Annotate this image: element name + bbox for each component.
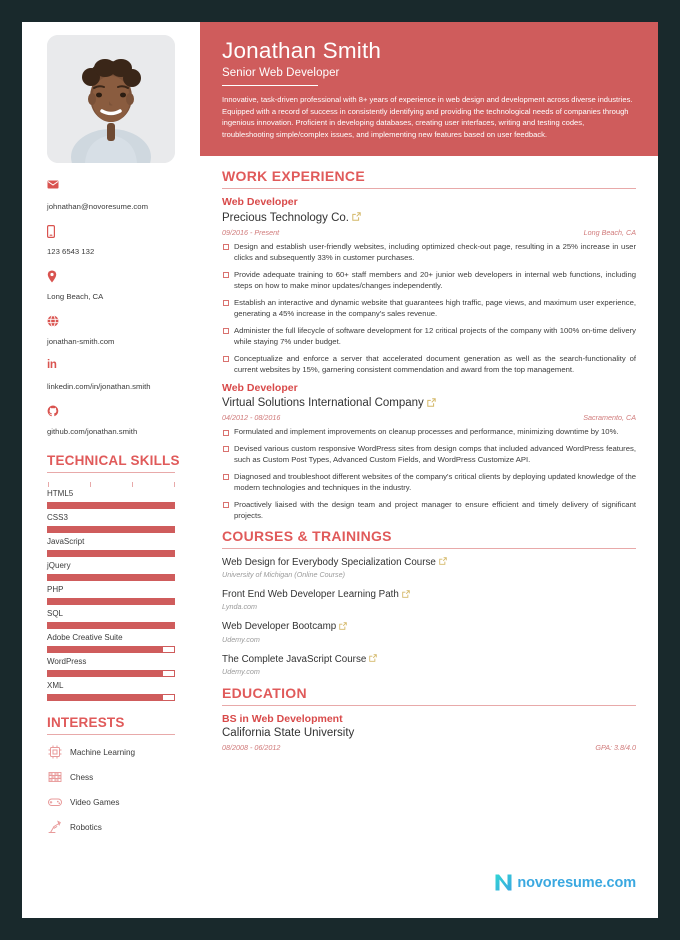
skill-bar xyxy=(47,526,175,533)
job-title: Web Developer xyxy=(222,382,298,394)
contact-value-github: github.com/jonathan.smith xyxy=(47,427,138,436)
skill-item xyxy=(47,633,200,653)
contact-value-email: johnathan@novoresume.com xyxy=(47,202,149,211)
skill-label: XML xyxy=(47,681,64,690)
skill-bar xyxy=(47,502,175,509)
skill-item xyxy=(47,537,200,557)
job-company-row xyxy=(222,210,636,226)
candidate-role: Senior Web Developer xyxy=(222,66,340,79)
external-link-icon[interactable] xyxy=(352,210,361,225)
contact-value-website: jonathan-smith.com xyxy=(47,337,115,346)
candidate-name: Jonathan Smith xyxy=(222,38,382,63)
skills-heading: TECHNICAL SKILLS xyxy=(47,453,180,468)
skills-scale-ticks xyxy=(47,482,175,487)
course-title: Web Developer Bootcamp xyxy=(222,621,337,633)
skill-item xyxy=(47,561,200,581)
courses-heading: COURSES & TRAININGS xyxy=(222,527,392,544)
interest-label: Robotics xyxy=(70,822,102,832)
skill-item xyxy=(47,609,200,629)
skill-item xyxy=(47,489,200,509)
work-divider xyxy=(222,188,636,189)
education-entry xyxy=(222,713,636,752)
contact-item-github[interactable] xyxy=(47,405,200,439)
interest-item xyxy=(47,819,200,835)
job-entry xyxy=(222,382,636,522)
job-bullet: Proactively liaised with the design team and project manager to ensure efficient and timely delivery of significant projects. xyxy=(222,499,636,522)
interests-list xyxy=(47,744,200,835)
skill-item xyxy=(47,585,200,605)
skill-bar xyxy=(47,598,175,605)
education-heading: EDUCATION xyxy=(222,684,307,701)
course-source: University of Michigan (Online Course) xyxy=(222,570,346,580)
resume-page xyxy=(22,22,658,918)
course-source: Udemy.com xyxy=(222,666,260,676)
skill-label: SQL xyxy=(47,609,64,618)
skill-bar xyxy=(47,646,175,653)
education-gpa: GPA: 3.8/4.0 xyxy=(595,742,636,752)
education-meta xyxy=(222,743,636,752)
external-link-icon[interactable] xyxy=(402,588,410,600)
robot-arm-icon xyxy=(47,819,63,835)
job-bullet: Design and establish user-friendly websites, including optimized check-out page, resulting in a 25% increase in user clicks and subsequently 33% in customer purchases. xyxy=(222,241,636,264)
course-title-row xyxy=(222,588,636,601)
interests-heading: INTERESTS xyxy=(47,715,125,730)
interest-item xyxy=(47,744,200,760)
contact-item-website[interactable] xyxy=(47,315,200,349)
job-bullet: Establish an interactive and dynamic website that guarantees high traffic, page views, and maximum user experience, generating a 45% increase in the company's sales revenue. xyxy=(222,297,636,320)
novoresume-branding[interactable] xyxy=(494,873,636,892)
external-link-icon[interactable] xyxy=(369,653,377,665)
contact-item-phone[interactable] xyxy=(47,225,200,259)
interest-label: Machine Learning xyxy=(70,747,136,757)
course-source: Lynda.com xyxy=(222,602,258,612)
external-link-icon[interactable] xyxy=(427,395,436,410)
contact-list xyxy=(47,180,200,439)
contact-value-linkedin: linkedin.com/in/jonathan.smith xyxy=(47,382,151,391)
header-banner xyxy=(200,22,658,156)
course-entry xyxy=(222,556,636,579)
job-company-name: Precious Technology Co. xyxy=(222,211,349,224)
job-bullet: Administer the full lifecycle of software development for 12 critical projects of the company with 100% on-time delivery while staying 7% under budget. xyxy=(222,325,636,348)
job-bullets xyxy=(222,426,636,522)
contact-value-location: Long Beach, CA xyxy=(47,292,104,301)
interest-item xyxy=(47,794,200,810)
header-divider xyxy=(222,85,318,87)
skill-bar xyxy=(47,550,175,557)
job-bullets xyxy=(222,241,636,376)
interest-item xyxy=(47,769,200,785)
skill-label: WordPress xyxy=(47,657,87,666)
main-body xyxy=(200,156,658,751)
education-degree: BS in Web Development xyxy=(222,712,343,725)
job-meta xyxy=(222,228,636,237)
interest-label: Video Games xyxy=(70,797,120,807)
job-meta xyxy=(222,413,636,422)
course-entry xyxy=(222,620,636,643)
skill-label: PHP xyxy=(47,585,64,594)
job-location: Sacramento, CA xyxy=(583,413,636,423)
course-entry xyxy=(222,653,636,676)
skills-list xyxy=(47,489,200,701)
job-bullet: Provide adequate training to 60+ staff members and 20+ junior web developers in internal web functions, including steps on how to make minor updates/changes independently. xyxy=(222,269,636,292)
course-entry xyxy=(222,588,636,611)
skill-label: Adobe Creative Suite xyxy=(47,633,123,642)
chess-board-icon xyxy=(47,769,63,785)
work-heading: WORK EXPERIENCE xyxy=(222,168,365,185)
course-title-row xyxy=(222,556,636,569)
gamepad-icon xyxy=(47,794,63,810)
globe-icon xyxy=(47,315,200,328)
skill-label: CSS3 xyxy=(47,513,68,522)
course-title-row xyxy=(222,620,636,633)
contact-item-location xyxy=(47,270,200,304)
skill-bar xyxy=(47,574,175,581)
job-bullet: Devised various custom responsive WordPress sites from design comps that included advanced WordPress features, such as Custom Post Types, Advanced Custom Fields, and WordPress Customize API. xyxy=(222,443,636,466)
skill-bar xyxy=(47,670,175,677)
education-school: California State University xyxy=(222,726,355,739)
interests-divider xyxy=(47,734,175,735)
education-dates: 08/2008 - 06/2012 xyxy=(222,742,281,752)
novoresume-logo-icon xyxy=(494,873,513,892)
map-pin-icon xyxy=(47,270,200,283)
skill-bar xyxy=(47,622,175,629)
course-title: Front End Web Developer Learning Path xyxy=(222,589,399,601)
avatar xyxy=(47,35,175,163)
phone-icon xyxy=(47,225,200,238)
course-title: Web Design for Everybody Specialization Course xyxy=(222,556,436,568)
main-content xyxy=(200,22,658,918)
interest-label: Chess xyxy=(70,772,94,782)
job-company-row xyxy=(222,395,636,411)
job-dates: 04/2012 - 08/2016 xyxy=(222,413,281,423)
skills-divider xyxy=(47,472,175,473)
education-divider xyxy=(222,705,636,706)
professional-summary: Innovative, task-driven professional with 8+ years of experience in web design and development across diverse industries. Equipped with a record of success in consistently identifying and providing the technological needs of companies through ingenious innovation. Proficient in developing databases, creating user interfaces, writing and testing codes, troubleshooting simple/complex issues, and implementing new features based on user feedback. xyxy=(222,95,633,139)
skill-item xyxy=(47,657,200,677)
contact-item-email[interactable] xyxy=(47,180,200,214)
skill-label: HTML5 xyxy=(47,489,74,498)
course-title-row xyxy=(222,653,636,666)
contact-value-phone: 123 6543 132 xyxy=(47,247,95,256)
github-icon xyxy=(47,405,200,418)
course-title: The Complete JavaScript Course xyxy=(222,653,367,665)
course-source: Udemy.com xyxy=(222,634,260,644)
contact-item-linkedin[interactable] xyxy=(47,360,200,394)
novoresume-wordmark: novoresume.com xyxy=(517,874,636,891)
external-link-icon[interactable] xyxy=(339,620,347,632)
skill-bar xyxy=(47,694,175,701)
skill-item xyxy=(47,681,200,701)
courses-divider xyxy=(222,548,636,549)
job-company-name: Virtual Solutions International Company xyxy=(222,397,424,410)
skill-item xyxy=(47,513,200,533)
sidebar xyxy=(22,22,200,918)
job-entry xyxy=(222,196,636,376)
job-bullet: Formulated and implement improvements on cleanup processes and performance, minimizing downtime by 10%. xyxy=(222,426,636,438)
job-dates: 09/2016 - Present xyxy=(222,227,280,237)
cpu-chip-icon xyxy=(47,744,63,760)
job-location: Long Beach, CA xyxy=(583,227,636,237)
linkedin-icon: in xyxy=(47,359,57,371)
job-bullet: Diagnosed and troubleshoot different websites of the company's critical clients by deploying updated knowledge of the modern technologies and techniques in the industry. xyxy=(222,471,636,494)
job-title: Web Developer xyxy=(222,196,298,209)
external-link-icon[interactable] xyxy=(439,556,447,568)
skill-label: jQuery xyxy=(47,561,71,570)
skill-label: JavaScript xyxy=(47,537,85,546)
job-bullet: Conceptualize and enforce a server that accelerated document generation as well as the search-functionality of current websites by 15%, garnering consistent commendation and award from the top management. xyxy=(222,353,636,376)
envelope-icon xyxy=(47,180,200,193)
